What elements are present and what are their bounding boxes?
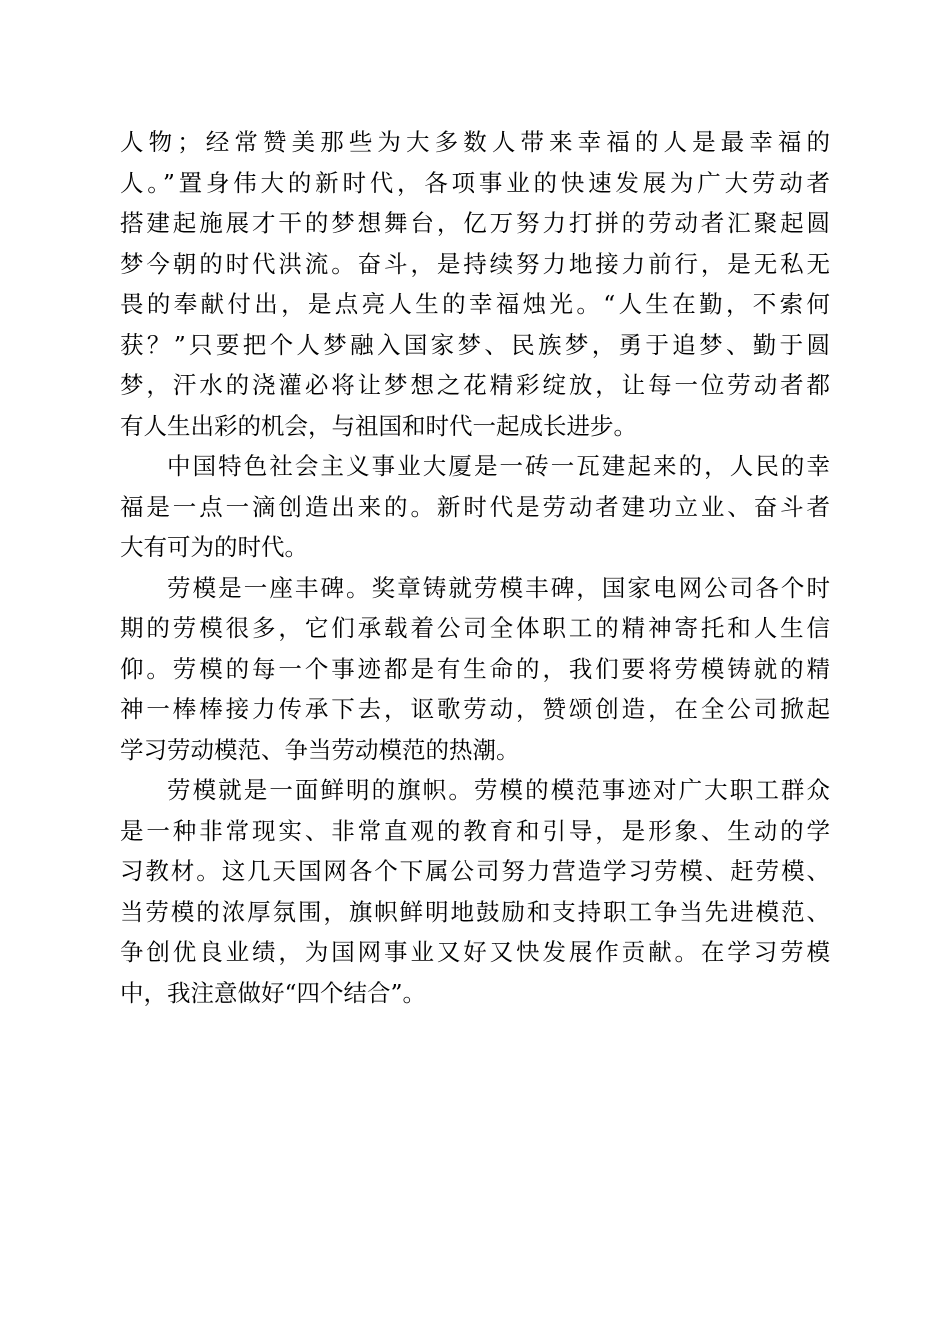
text-line: 当劳模的浓厚氛围，旗帜鲜明地鼓励和支持职工争当先进模范、: [120, 897, 830, 926]
document-body: [120, 122, 830, 1013]
text-line: 争创优良业绩，为国网事业又好又快发展作贡献。在学习劳模: [120, 938, 830, 966]
text-line: 福是一点一滴创造出来的。新时代是劳动者建功立业、奋斗者: [120, 492, 830, 521]
text-line: 神一棒棒接力传承下去，讴歌劳动，赞颂创造，在全公司掀起: [120, 695, 830, 723]
text-line: 梦今朝的时代洪流。奋斗，是持续努力地接力前行，是无私无: [120, 249, 830, 278]
paragraph-socialism: [120, 446, 830, 568]
text-line: 中国特色社会主义事业大厦是一砖一瓦建起来的，人民的幸: [167, 452, 830, 480]
text-line: 期的劳模很多，它们承载着公司全体职工的精神寄托和人生信: [120, 614, 830, 642]
text-line: 梦，汗水的浇灌必将让梦想之花精彩绽放，让每一位劳动者都: [120, 371, 830, 399]
text-line: 搭建起施展才干的梦想舞台，亿万努力打拼的劳动者汇聚起圆: [120, 209, 830, 237]
text-line: 畏的奉献付出，是点亮人生的幸福烛光。“人生在勤，不索何: [120, 290, 830, 318]
text-line: 人。”置身伟大的新时代，各项事业的快速发展为广大劳动者: [120, 168, 830, 197]
paragraph-monument: [120, 568, 830, 771]
text-line: 是一种非常现实、非常直观的教育和引导，是形象、生动的学: [120, 816, 830, 845]
text-line: 有人生出彩的机会，与祖国和时代一起成长进步。: [120, 411, 637, 440]
text-line: 劳模就是一面鲜明的旗帜。劳模的模范事迹对广大职工群众: [167, 776, 830, 804]
text-line: 劳模是一座丰碑。奖章铸就劳模丰碑，国家电网公司各个时: [167, 573, 830, 602]
text-line: 获？”只要把个人梦融入国家梦、民族梦，勇于追梦、勤于圆: [120, 330, 830, 359]
paragraph-continuation: [120, 122, 830, 446]
text-line: 大有可为的时代。: [120, 533, 308, 561]
text-line: 仰。劳模的每一个事迹都是有生命的，我们要将劳模铸就的精: [120, 654, 830, 683]
text-line: 中，我注意做好“四个结合”。: [120, 978, 427, 1007]
text-line: 人物；经常赞美那些为大多数人带来幸福的人是最幸福的: [120, 128, 830, 156]
paragraph-banner: [120, 770, 830, 1013]
text-line: 习教材。这几天国网各个下属公司努力营造学习劳模、赶劳模、: [120, 857, 830, 885]
text-line: 学习劳动模范、争当劳动模范的热潮。: [120, 735, 520, 764]
